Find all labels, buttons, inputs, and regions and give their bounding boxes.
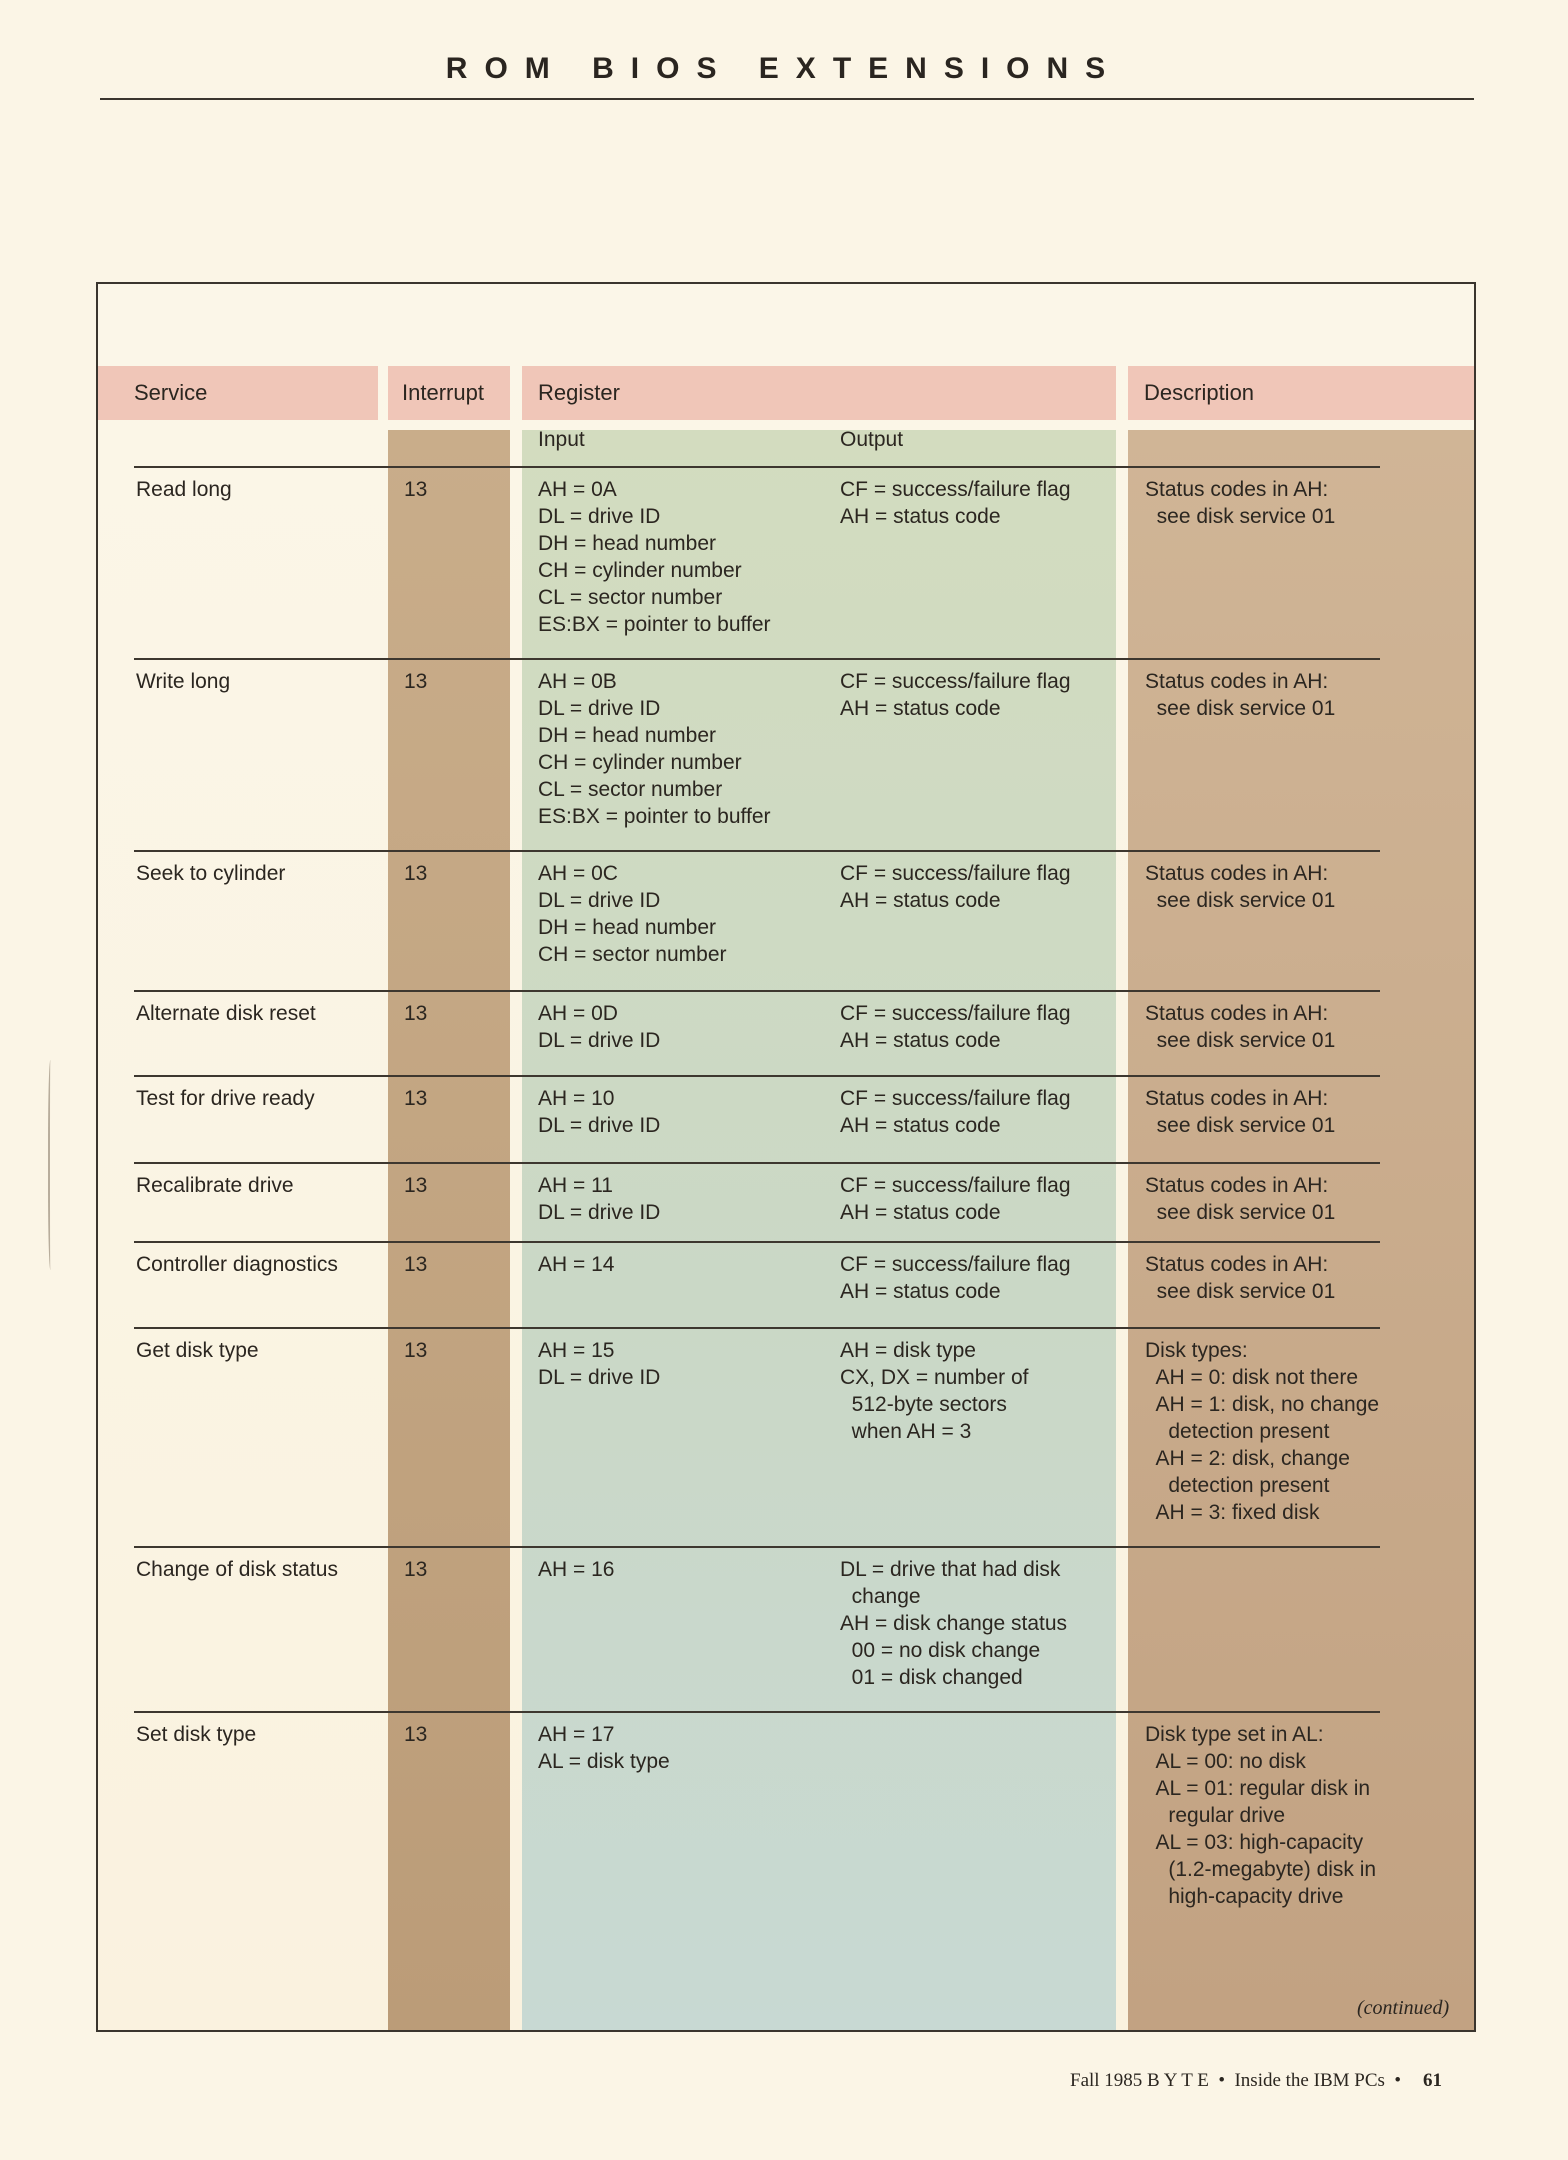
row-service-cell: Write long — [136, 670, 231, 693]
row-service-cell: Get disk type — [136, 1339, 259, 1362]
page-footer — [1070, 2070, 1442, 2092]
row-input-cell: AH = 15 DL = drive ID — [538, 1339, 661, 1389]
row-divider — [134, 1711, 1380, 1713]
row-divider — [134, 1075, 1380, 1077]
row-service-cell: Read long — [136, 478, 232, 501]
row-output-cell: CF = success/failure flag AH = status code — [840, 862, 1071, 912]
row-input-cell: AH = 0C DL = drive ID DH = head number CH = sector number — [538, 862, 727, 966]
row-input-cell: AH = 14 — [538, 1253, 615, 1276]
row-service-cell: Alternate disk reset — [136, 1002, 316, 1025]
header-interrupt: Interrupt — [388, 366, 510, 420]
row-interrupt-cell: 13 — [404, 1002, 428, 1025]
row-output-cell: DL = drive that had disk change AH = disk change status 00 = no disk change 01 = disk changed — [840, 1558, 1068, 1689]
row-service-cell: Test for drive ready — [136, 1087, 315, 1110]
page-header: ROM BIOS EXTENSIONS — [445, 52, 1123, 85]
row-service-cell: Set disk type — [136, 1723, 257, 1746]
row-description-cell: Status codes in AH: see disk service 01 — [1145, 478, 1336, 528]
row-interrupt-cell: 13 — [404, 1087, 428, 1110]
row-input-cell: AH = 10 DL = drive ID — [538, 1087, 661, 1137]
row-output-cell: CF = success/failure flag AH = status code — [840, 1087, 1071, 1137]
header-service: Service — [98, 366, 378, 420]
row-description-cell: Status codes in AH: see disk service 01 — [1145, 670, 1336, 720]
row-divider — [134, 658, 1380, 660]
row-service-cell: Seek to cylinder — [136, 862, 286, 885]
row-interrupt-cell: 13 — [404, 670, 428, 693]
margin-mark — [48, 1060, 54, 1270]
row-description-cell: Disk type set in AL: AL = 00: no disk AL = 01: regular disk in regular drive AL = 03: high-capacity (1.2-megabyte) disk in high-capacity drive — [1145, 1723, 1377, 1908]
footer-text: Fall 1985 B Y T E • Inside the IBM PCs • — [1070, 2070, 1402, 2091]
row-description-cell: Disk types: AH = 0: disk not there AH = 1: disk, no change detection present AH = 2: disk, change detection present AH = 3: fixed disk — [1145, 1339, 1380, 1524]
row-divider — [134, 1241, 1380, 1243]
row-divider — [134, 466, 1380, 468]
header-register: Register — [522, 366, 1116, 420]
row-interrupt-cell: 13 — [404, 862, 428, 885]
row-service-cell: Recalibrate drive — [136, 1174, 294, 1197]
row-interrupt-cell: 13 — [404, 1558, 428, 1581]
page-number: 61 — [1423, 2070, 1443, 2091]
row-service-cell: Change of disk status — [136, 1558, 338, 1581]
row-input-cell: AH = 17 AL = disk type — [538, 1723, 670, 1773]
row-description-cell: Status codes in AH: see disk service 01 — [1145, 1002, 1336, 1052]
continued-label: (continued) — [1357, 1997, 1450, 2019]
row-service-cell: Controller diagnostics — [136, 1253, 338, 1276]
row-divider — [134, 1162, 1380, 1164]
row-description-cell: Status codes in AH: see disk service 01 — [1145, 1253, 1336, 1303]
row-input-cell: AH = 0D DL = drive ID — [538, 1002, 661, 1052]
row-description-cell: Status codes in AH: see disk service 01 — [1145, 1174, 1336, 1224]
row-output-cell: AH = disk type CX, DX = number of 512-byte sectors when AH = 3 — [840, 1339, 1029, 1443]
row-input-cell: AH = 16 — [538, 1558, 615, 1581]
row-interrupt-cell: 13 — [404, 1339, 428, 1362]
row-divider — [134, 990, 1380, 992]
row-input-cell: AH = 11 DL = drive ID — [538, 1174, 661, 1224]
row-description-cell: Status codes in AH: see disk service 01 — [1145, 862, 1336, 912]
row-divider — [134, 1546, 1380, 1548]
header-description: Description — [1128, 366, 1474, 420]
row-divider — [134, 1327, 1380, 1329]
row-output-cell: CF = success/failure flag AH = status code — [840, 478, 1071, 528]
row-divider — [134, 850, 1380, 852]
row-output-cell: CF = success/failure flag AH = status code — [840, 670, 1071, 720]
row-output-cell: CF = success/failure flag AH = status code — [840, 1002, 1071, 1052]
row-interrupt-cell: 13 — [404, 1174, 428, 1197]
row-interrupt-cell: 13 — [404, 478, 428, 501]
subheader-output: Output — [840, 428, 904, 451]
row-output-cell: CF = success/failure flag AH = status code — [840, 1174, 1071, 1224]
row-input-cell: AH = 0A DL = drive ID DH = head number CH = cylinder number CL = sector number ES:BX = pointer to buffer — [538, 478, 771, 636]
subheader-input: Input — [538, 428, 585, 451]
row-interrupt-cell: 13 — [404, 1723, 428, 1746]
row-description-cell: Status codes in AH: see disk service 01 — [1145, 1087, 1336, 1137]
row-interrupt-cell: 13 — [404, 1253, 428, 1276]
row-output-cell: CF = success/failure flag AH = status code — [840, 1253, 1071, 1303]
header-rule — [100, 98, 1474, 100]
row-input-cell: AH = 0B DL = drive ID DH = head number CH = cylinder number CL = sector number ES:BX = pointer to buffer — [538, 670, 771, 828]
